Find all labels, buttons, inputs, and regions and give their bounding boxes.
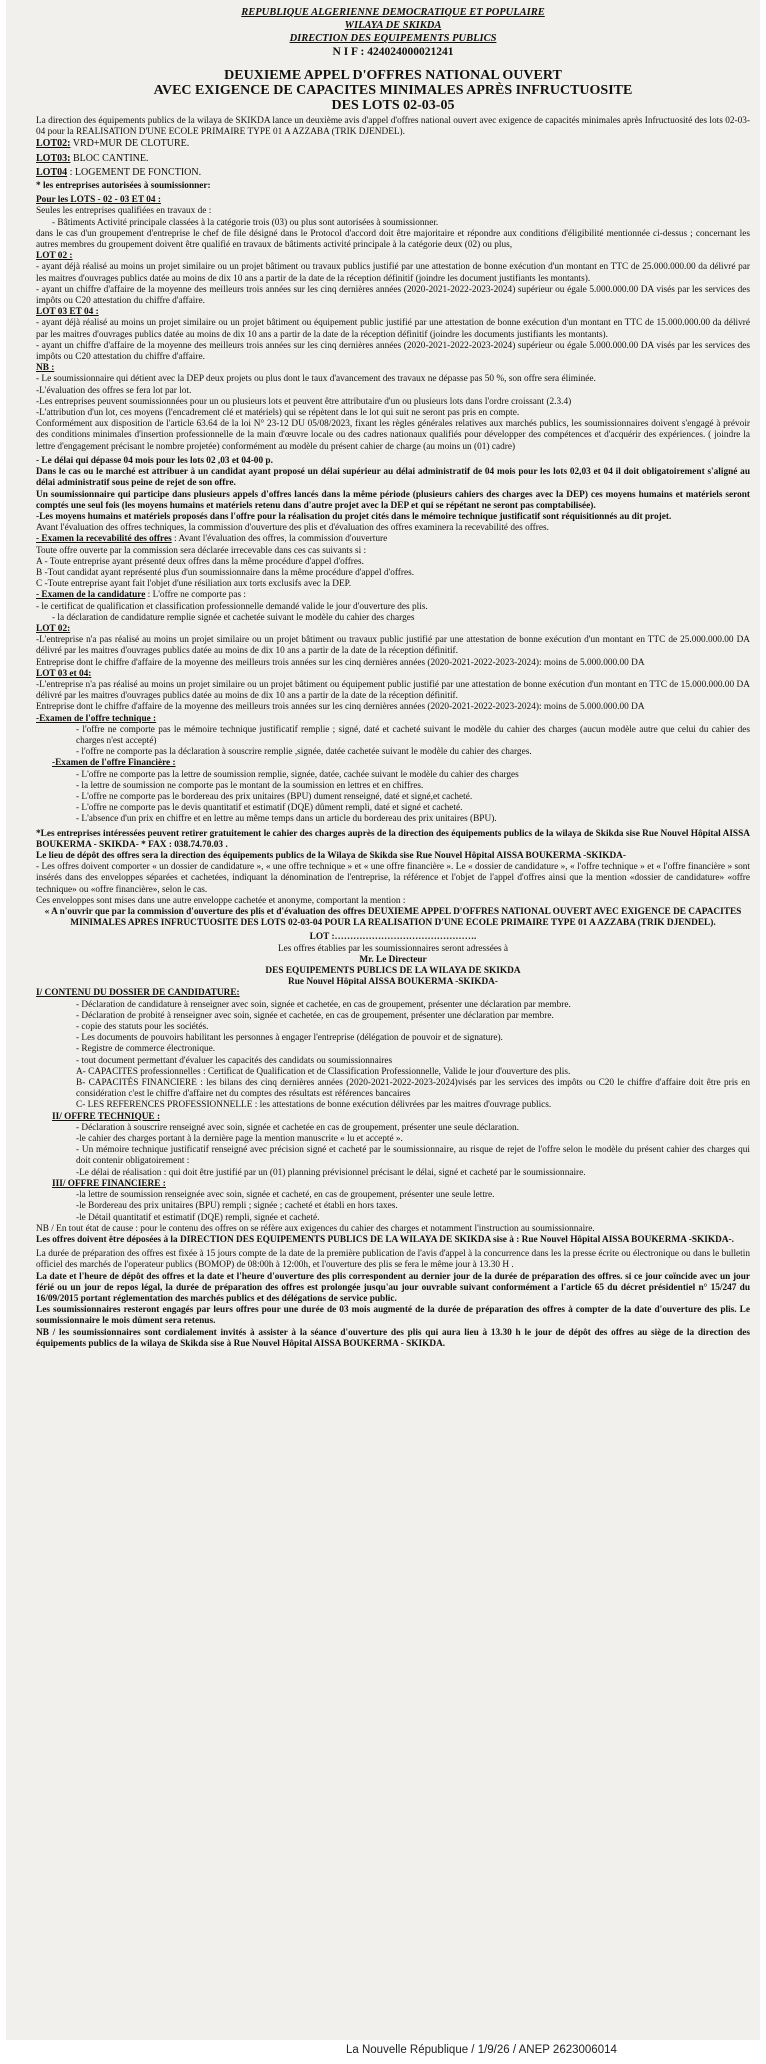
paragraph: - L'offre ne comporte pas le bordereau des prix unitaires (BPU) dument renseigné, daté et signé,et cacheté. (76, 791, 473, 802)
section-financial-offer: III/ OFFRE FINANCIERE : (52, 1178, 166, 1189)
paragraph: -L'évaluation des offres se fera lot par lot. (36, 385, 192, 396)
section-candidature-content: I/ CONTENU DU DOSSIER DE CANDIDATURE: (36, 988, 240, 999)
announcement-title (36, 68, 750, 113)
financial-offer-heading: -Examen de l'offre Financière : (52, 758, 176, 769)
paragraph: - ayant un chiffre d'affaire de la moyenne des meilleurs trois années sur les cinq dernières années (2020-2021-2022-2023-2024) supérieur ou égale 5.000.000.00 DA visés par les services des impôts ou C20 attestation du chiffre d'affaire. (36, 340, 750, 363)
lot-04 (36, 167, 750, 178)
paragraph: - l'offre ne comporte pas le mémoire technique justificatif remplie ; signé, daté et cacheté suivant le modèle du cahier des charges (aucun modèle autre que celui du cahier des charges n'est accepté) (76, 724, 750, 746)
paragraph: - Un mémoire technique justificatif renseigné avec précision signé et cacheté par le soumissionnaire, au risque de rejet de l'offre selon le modèle du présent cahier des charges qui doit contenir obligatoirement : (76, 1145, 750, 1167)
lot-04-label: LOT04 (36, 166, 68, 178)
intro-paragraph: La direction des équipements publics de la wilaya de SKIKDA lance un deuxième avis d'appel d'offres national ouvert avec exigence de capacités minimales après Infructuosité des lots 02-03-04 pour la REALISATION D'UNE ECOLE PRIMAIRE TYPE 01 A AZZABA (TRIK DJENDEL). (36, 116, 750, 138)
paragraph: *Les entreprises intéressées peuvent retirer gratuitement le cahier des charges auprès de la direction des équipements publics de la wilaya de Skikda sise Rue Nouvel Hôpital AISSA BOUKERMA - SKIKDA- * FAX : 038.74.70.03 . (36, 828, 750, 850)
paragraph: - L'absence d'un prix en chiffre et en lettre au même temps dans un article du bordereau des prix unitaires (BPU). (76, 814, 497, 825)
paragraph: Ces enveloppes sont mises dans une autre enveloppe cachetée et anonyme, comportant la mention : (36, 895, 406, 906)
paragraph: C- LES REFERENCES PROFESSIONNELLE : les attestations de bonne exécution délivrées par les maitres d'ouvrage publics. (76, 1100, 552, 1111)
lot-04-text: : LOGEMENT DE FONCTION. (67, 166, 202, 178)
section-technical-offer: II/ OFFRE TECHNIQUE : (52, 1111, 161, 1122)
paragraph: La date et l'heure de dépôt des offres et la date et l'heure d'ouverture des plis correspondent au dernier jour de la durée de préparation des offres. si ce jour coïncide avec un jour férié ou un jour de repos légal, la durée de préparation des offres est prolongée jusqu'au jour ouvrable suivant conformément a l'article 65 du décret présidentiel n° 15/247 du 16/09/2015 portant réglementation des marchés publics et des délégations de service public. (36, 1271, 750, 1304)
paragraph: -Le délai de réalisation : qui doit être justifié par un (01) planning prévisionnel précisant le délai, signé et cacheté par le soumissionnaire. (76, 1167, 586, 1178)
lot02-heading-2: LOT 02: (36, 623, 71, 634)
paragraph: Seules les entreprises qualifiées en travaux de : (36, 206, 212, 217)
paragraph: Toute offre ouverte par la commission sera déclarée irrecevable dans ces cas suivants si : (36, 545, 367, 556)
lot-03-text: BLOC CANTINE. (70, 152, 149, 164)
paragraph: -Les entreprises peuvent soumissionnées pour un ou plusieurs lots et peuvent être attributaire d'un ou plusieurs lots dans l'ordre croissant (2.3.4) (36, 396, 572, 407)
paragraph: -L'entreprise n'a pas réalisé au moins un projet similaire ou un projet bâtiment ou équipement public justifié par une attestation de bonne exécution d'un montant en TTC de 15.000.000.00 DA délivré par les maitres d'ouvrages publics datée au moins de dix 10 ans a partir de la date de la réception définitif. (36, 679, 750, 702)
paragraph: Entreprise dont le chiffre d'affaire de la moyenne des meilleurs trois années sur les cinq dernières années (2020-2021-2022-2023-2024): moins de 5.000.000.00 DA (36, 702, 645, 713)
paragraph: Les offres établies par les soumissionnaires seront adressées à (277, 943, 509, 954)
paragraph: - le certificat de qualification et classification professionnelle demandé valide le jour d'ouverture des plis. (36, 601, 428, 612)
lot-02 (36, 138, 750, 149)
paragraph: Le lieu de dépôt des offres sera la direction des équipements publics de la Wilaya de Skikda sise Rue Nouvel Hôpital AISSA BOUKERMA -SKIKDA- (36, 851, 626, 861)
paragraph: - Les offres doivent comporter « un dossier de candidature », « une offre technique » et « une offre financière ». Le « dossier de candidature », « l'offre technique » et « l'offre financière » sont insérés dans des enveloppes séparées et cachetées, indiquant la dénomination de l'entreprise, la référence et l'objet de l'appel d'offres ainsi que la mention «dossier de candidature» «offre technique» ou «offre financière», selon le cas. (36, 862, 750, 895)
paragraph: B- CAPACITÉS FINANCIERE : les bilans des cinq dernières années (2020-2021-2022-2023-2024)visés par les services des impôts ou C20 le chiffre d'affaire doit être pris en considération c'est le chiffre d'affaire net du comptes des résultats est références bancaires (76, 1078, 750, 1100)
lot0304-heading: LOT 03 ET 04 : (36, 307, 99, 318)
paragraph: - Les documents de pouvoirs habilitant les personnes à engager l'entreprise (délégation de pouvoir et de signature). (76, 1033, 503, 1044)
paragraph: Entreprise dont le chiffre d'affaire de la moyenne des meilleurs trois années sur les cinq dernières années (2020-2021-2022-2023-2024): moins de 5.000.000.00 DA (36, 657, 645, 668)
title-line-3: DES LOTS 02-03-05 (331, 98, 455, 113)
paragraph: - Déclaration de probité à renseigner avec soin, signée et cachetée, en cas de groupement, présenter une déclaration par membre. (76, 1010, 554, 1021)
address-line-3: Rue Nouvel Hôpital AISSA BOUKERMA -SKIKDA- (288, 977, 498, 988)
paragraph: C -Toute entreprise ayant fait l'objet d'une résiliation aux torts exclusifs avec la DEP. (36, 579, 352, 590)
nif-number: N I F : 424024000021241 (332, 46, 454, 58)
paragraph: La durée de préparation des offres est fixée à 15 jours compte de la date de la première publication de l'avis d'appel à la concurrence dans les la presse écrite ou électronique ou dans le bulletin officiel des marchés de l'operateur publics (BOMOP) de 08:00h à 12:00h, et l'ouverture des plis se fera le même jour à 13.30 H . (36, 1249, 750, 1271)
paragraph: - tout document permettant d'évaluer les capacités des candidats ou soumissionnaires (76, 1055, 393, 1066)
lot0304-heading-2: LOT 03 et 04: (36, 668, 92, 679)
address-line-2: DES EQUIPEMENTS PUBLICS DE LA WILAYA DE SKIKDA (265, 966, 521, 977)
paragraph: B -Tout candidat ayant représenté plus d'un soumissionnaire dans la même procédure d'appel d'offres. (36, 567, 415, 578)
paragraph: - ayant déjà réalisé au moins un projet similaire ou un projet bâtiment ou travaux publics justifié par une attestation de bonne exécution d'un montant en TTC de 25.000.000.00 da délivré par les maitres d'ouvrages publics datée au moins de dix 10 ans a partir de la date de la réception définitif (joindre les document justifiants les montants). (36, 262, 750, 284)
lot-02-text: VRD+MUR DE CLOTURE. (70, 138, 190, 150)
envelope-mention: « A n'ouvrir que par la commission d'ouverture des plis et d'évaluation des offres DEUXIEME APPEL D'OFFRES NATIONAL OUVERT AVEC EXIGENCE DE CAPACITES MINIMALES APRES INFRUCTUOSITE DES LOTS 02-03-04 POUR LA REALISATION D'UNE ECOLE PRIMAIRE TYPE 01 A AZZABA (TRIK DJENDEL). (44, 907, 742, 929)
paragraph: -L'entreprise n'a pas réalisé au moins un projet similaire ou un projet bâtiment ou travaux public justifié par une attestation de bonne exécution d'un montant en TTC de 25.000.000.00 DA délivré par les maitres d'ouvrages publics datée au moins de dix 10 ans a partir de la date de la réception définitif. (36, 635, 750, 657)
paragraph: - Bâtiments Activité principale classées à la catégorie trois (03) ou plus sont autorisées à soumissionner. (52, 217, 439, 228)
paragraph: - ayant un chiffre d'affaire de la moyenne des meilleurs trois années sur les cinq dernières années (2020-2021-2022-2023-2024) supérieur ou égale 5.000.000.00 DA visés par les services des impôts ou C20 attestation du chiffre d'affaire. (36, 284, 750, 307)
candidature-line (36, 590, 750, 601)
paragraph: Les offres doivent être déposées à la DIRECTION DES EQUIPEMENTS PUBLICS DE LA WILAYA DE SKIKDA sise à : Rue Nouvel Hôpital AISSA BOUKERMA -SKIKDA-. (36, 1234, 734, 1245)
paragraph: -la lettre de soumission renseignée avec soin, signée et cacheté, en cas de groupement, présenter une seule lettre. (76, 1190, 495, 1201)
paragraph: -le Bordereau des prix unitaires (BPU) rempli ; signée ; cacheté et établi en hors taxes. (76, 1201, 398, 1212)
paragraph: Conformément aux disposition de l'article 63.64 de la loi N° 23-12 DU 05/08/2023, fixant les règles générales relatives aux marchés publics, les soumissionnaires doivent s'engagé à prévoir des conditions minimales d'insertion professionnelle de la main d'œuvre locale ou des cadres nationaux qualifiés pour développer des compétences et d'acquérir des expériences. ( joindre la lettre d'engagement précisant le nombre projetée) conformément au modèle du présent cahier de charge (au moins un (01) cadre) (36, 419, 750, 452)
admissibility-line (36, 534, 750, 545)
section-eligibility: * les entreprises autorisées à soumissionner: (36, 181, 211, 192)
paragraph: A - Toute entreprise ayant présenté deux offres dans la même procédure d'appel d'offres. (36, 556, 364, 567)
header-line-3: DIRECTION DES EQUIPEMENTS PUBLICS (289, 33, 497, 44)
publication-footer: La Nouvelle République / 1/9/26 / ANEP 2623006014 (346, 2044, 617, 2056)
lots-all-heading: Pour les LOTS - 02 - 03 ET 04 : (36, 195, 161, 206)
paragraph: - la lettre de soumission ne comporte pas le montant de la soumission en lettres et en chiffres. (76, 780, 424, 791)
lot-02-label: LOT02: (36, 138, 71, 150)
paragraph: NB / En tout état de cause : pour le contenu des offres on se réfère aux exigences du cahier des charges et notamment l'instruction au soumissionnaire. (36, 1223, 595, 1234)
address-line-1: Mr. Le Directeur (359, 954, 427, 965)
paragraph: - ayant déjà réalisé au moins un projet similaire ou un projet bâtiment ou équipement public justifié par une attestation de bonne exécution d'un montant en TTC de 15.000.000.00 da délivré par les maitres d'ouvrages publics datée au moins de dix 10 ans a partir de la date de la réception définitif (joindre les documents justifiants les montants). (36, 318, 750, 340)
admissibility-heading: - Examen la recevabilité des offres (36, 534, 172, 545)
lot-line: LOT :………………………………………. (309, 932, 477, 943)
paragraph: -le cahier des charges portant à la dernière page la mention manuscrite « lu et accepté ». (76, 1134, 403, 1145)
nb-heading: NB : (36, 363, 55, 374)
lot-03-label: LOT03: (36, 152, 71, 164)
paragraph: Les soumissionnaires resteront engagés par leurs offres pour une durée de 03 mois augmenté de la durée de préparation des offres à compter de la date d'ouverture des plis. Le soumissionnaire le mois dûment sera retenus. (36, 1305, 750, 1327)
lot-03 (36, 153, 750, 164)
paragraph: -le Détail quantitatif et estimatif (DQE) rempli, signée et cacheté. (76, 1212, 320, 1223)
paragraph: - la déclaration de candidature remplie signée et cachetée suivant le modèle du cahier des charges (52, 612, 415, 623)
paragraph: - L'offre ne comporte pas la lettre de soumission remplie, signée, datée, cachée suivant le modèle du cahier des charges (76, 769, 519, 780)
lot02-heading: LOT 02 : (36, 251, 73, 262)
paragraph: Dans le cas ou le marché est attribuer à un candidat ayant proposé un délai supérieur au délai administratif de 04 mois pour les lots 02,03 et 04 il doit obligatoirement s'aligné au délai administratif sous peine de rejet de son offre. (36, 467, 750, 489)
candidature-heading: - Examen de la candidature (36, 590, 146, 601)
newspaper-clipping (6, 0, 760, 2040)
admissibility-text: : Avant l'évaluation des offres, la commission d'ouverture (171, 534, 388, 545)
announcement-body (36, 6, 750, 1350)
paragraph: - l'offre ne comporte pas la déclaration à souscrire remplie ,signée, datée cachetée suivant le modèle du cahier des charges. (76, 747, 532, 758)
paragraph: Un soumissionnaire qui participe dans plusieurs appels d'offres lancés dans la même période (plusieurs cahiers des charges avec la DEP) ces moyens humains et matériels seront comptés une seul fois (les moyens humains et matériels retenu dans d'autre projet avec la DEP et qui se répétant ne seront pas comptabilisée). (36, 489, 750, 511)
paragraph: - Le délai qui dépasse 04 mois pour les lots 02 ,03 et 04-00 p. (36, 455, 273, 466)
paragraph: - L'offre ne comporte pas le devis quantitatif et estimatif (DQE) dûment rempli, daté et signé et cacheté. (76, 803, 463, 814)
paragraph: - Le soumissionnaire qui détient avec la DEP deux projets ou plus dont le taux d'avancement des travaux ne dépasse pas 50 %, son offre sera éliminée. (36, 374, 596, 385)
paragraph: A- CAPACITES professionnelles : Certificat de Qualification et de Classification Professionnelle, Valide le jour d'ouverture des plis. (76, 1066, 571, 1077)
paragraph: -Les moyens humains et matériels proposés dans l'offre pour la réalisation du projet cités dans le mémoire technique justificatif sont réquisitionnés au dit projet. (36, 511, 672, 522)
paragraph: - Registre de commerce électronique. (76, 1044, 216, 1055)
paragraph: Avant l'évaluation des offres techniques, la commission d'ouverture des plis et d'évaluation des offres examinera la recevabilité des offres. (36, 523, 549, 534)
header-line-2: WILAYA DE SKIKDA (344, 20, 442, 31)
paragraph: - copie des statuts pour les sociétés. (76, 1022, 209, 1033)
paragraph: dans le cas d'un groupement d'entreprise le chef de file désigné dans le Protocol d'accord doit être majoritaire et répondre aux conditions d'éligibilité mentionnée ci-dessus ; concernant les autres membres du groupement doivent être qualifié en travaux de bâtiments activité principale à la catégorie deux (02) ou plus, (36, 228, 750, 251)
candidature-text: : L'offre ne comporte pas : (145, 590, 246, 601)
paragraph: -L'attribution d'un lot, ces moyens (l'encadrement clé et matériels) qui se répètent dans le lot qui suit ne seront pas pris en compte. (36, 408, 520, 419)
paragraph: NB / les soumissionnaires sont cordialement invités à assister à la séance d'ouverture des plis qui aura lieu à 13.30 h le jour de dépôt des offres au siège de la direction des équipements publics de la wilaya de Skikda sise à Rue Nouvel Hôpital AISSA BOUKERMA - SKIKDA. (36, 1327, 750, 1349)
title-line-2: AVEC EXIGENCE DE CAPACITES MINIMALES APRÈS INFRUCTUOSITE (153, 83, 633, 98)
paragraph: - Déclaration de candidature à renseigner avec soin, signée et cachetée, en cas de groupement, présenter une déclaration par membre. (76, 999, 571, 1010)
title-line-1: DEUXIEME APPEL D'OFFRES NATIONAL OUVERT (224, 68, 562, 83)
technical-offer-heading: -Examen de l'offre technique : (36, 713, 157, 724)
paragraph: - Déclaration à souscrire renseigné avec soin, signée et cachetée en cas de groupement, présenter une seule déclaration. (76, 1122, 519, 1133)
header-line-1: REPUBLIQUE ALGERIENNE DEMOCRATIQUE ET POPULAIRE (241, 7, 545, 18)
